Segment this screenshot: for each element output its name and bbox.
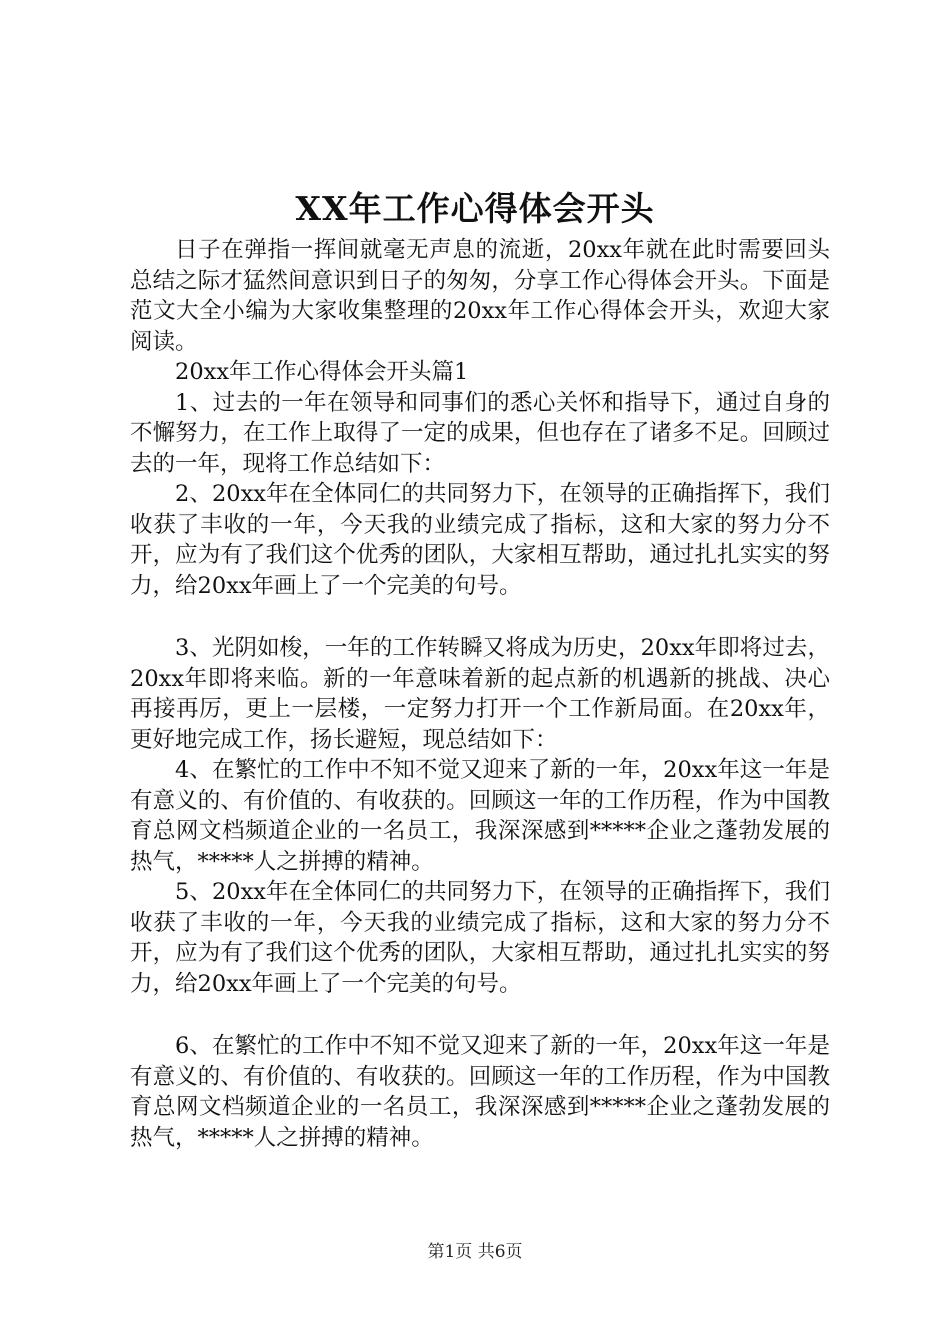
paragraph-gap	[130, 601, 830, 633]
paragraph-1: 1、过去的一年在领导和同事们的悉心关怀和指导下，通过自身的不懈努力，在工作上取得了一定的成果，但也存在了诸多不足。回顾过去的一年，现将工作总结如下：	[130, 389, 830, 477]
paragraph-2: 2、20xx年在全体同仁的共同努力下，在领导的正确指挥下，我们收获了丰收的一年，今天我的业绩完成了指标，这和大家的努力分不开，应为有了我们这个优秀的团队，大家相互帮助，通过扎扎实实的努力，给20xx年画上了一个完美的句号。	[130, 481, 830, 599]
paragraph-5: 5、20xx年在全体同仁的共同努力下，在领导的正确指挥下，我们收获了丰收的一年，今天我的业绩完成了指标，这和大家的努力分不开，应为有了我们这个优秀的团队，大家相互帮助，通过扎扎实实的努力，给20xx年画上了一个完美的句号。	[130, 879, 830, 997]
paragraph-6: 6、在繁忙的工作中不知不觉又迎来了新的一年，20xx年这一年是有意义的、有价值的、有收获的。回顾这一年的工作历程，作为中国教育总网文档频道企业的一名员工，我深深感到*****企业之蓬勃发展的热气，*****人之拼搏的精神。	[130, 1033, 830, 1151]
page-footer: 第1页 共6页	[427, 1242, 523, 1262]
paragraph-gap	[130, 999, 830, 1031]
paragraph-4: 4、在繁忙的工作中不知不觉又迎来了新的一年，20xx年这一年是有意义的、有价值的、有收获的。回顾这一年的工作历程，作为中国教育总网文档频道企业的一名员工，我深深感到*****企业之蓬勃发展的热气，*****人之拼搏的精神。	[130, 757, 830, 875]
intro-paragraph: 日子在弹指一挥间就毫无声息的流逝，20xx年就在此时需要回头总结之际才猛然间意识到日子的匆匆，分享工作心得体会开头。下面是范文大全小编为大家收集整理的20xx年工作心得体会开头，欢迎大家阅读。	[130, 237, 830, 355]
document-title: XX年工作心得体会开头	[295, 189, 655, 228]
document-body	[130, 235, 830, 1153]
section-heading: 20xx年工作心得体会开头篇1	[175, 359, 469, 385]
paragraph-3: 3、光阴如梭，一年的工作转瞬又将成为历史，20xx年即将过去，20xx年即将来临。新的一年意味着新的起点新的机遇新的挑战、决心再接再厉，更上一层楼，一定努力打开一个工作新局面。在20xx年，更好地完成工作，扬长避短，现总结如下：	[130, 635, 830, 753]
